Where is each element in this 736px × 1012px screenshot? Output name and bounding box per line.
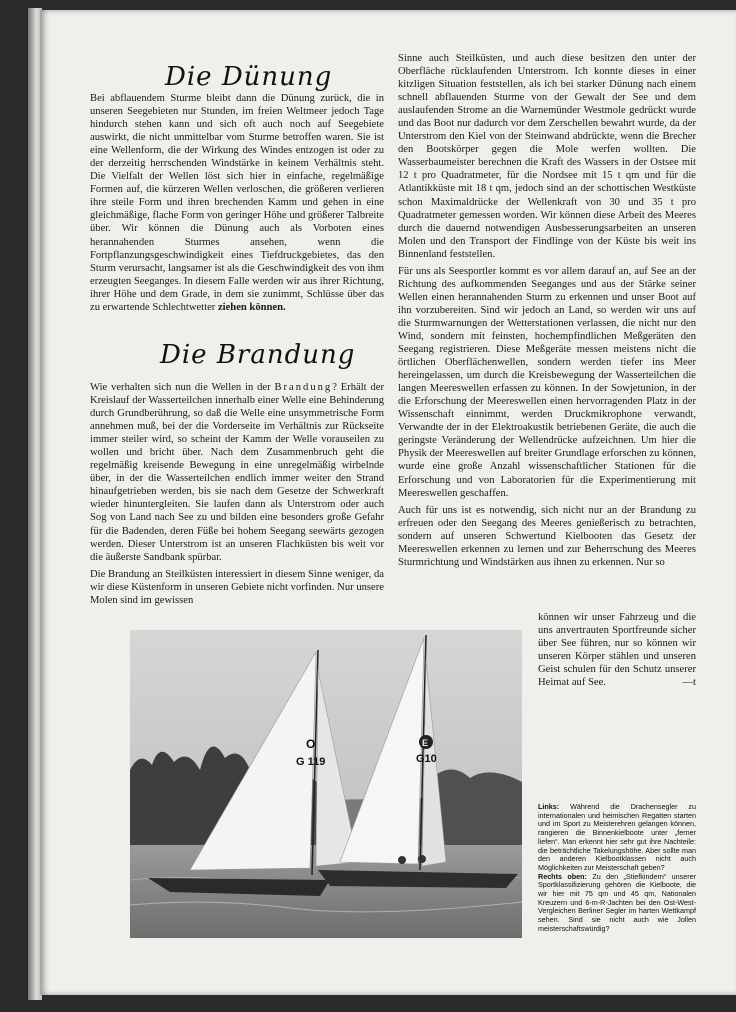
heading-duenung: Die Dünung	[165, 62, 333, 92]
paragraph: Sinne auch Steilküsten, und auch diese besitzen den unter der Oberfläche rücklaufenden Unterstrom. Ich konnte dieses in einer kitzligen Situation feststellen, als ich bei starker Dünung nach einem schnell abflauenden Sturme von der Gewalt der See und dem auslaufenden Strome an die Warnemünder Westmole gedrückt wurde und das Boot nur dadurch vor dem Zerschellen bewahrt wurde, da der Unterstrom den Kiel von der Steinwand abdrückte, wenn die Brecher den Bootskörper gegen die Mole werfen wollten. Die Wasserbaumeister berechnen die Kraft des Wassers in der Ostsee mit 12 t pro Quadratmeter, für die Nordsee mit 15 t qm und für die Atlantikküste mit 18 t qm, jedoch sind an der schottischen Westküste schon Maximaldrücke der Wellenkraft von 30 und 35 t pro Quadratmeter gemessen worden. Wir können diese Arbeit des Meeres durch die dauernd notwendigen Ausbesserungsarbeiten an unseren Molen und den Transport der Findlinge von der Küste bis weit ins Binnenland feststellen.	[398, 53, 696, 260]
author-signature: —t	[682, 677, 696, 689]
sail2-number: G10	[416, 753, 437, 765]
paragraph: Die Brandung an Steilküsten interessiert in diesem Sinne weniger, da wir diese Küstenform in unseren Gebiete nicht vorfinden. Nur unsere Molen sind im gewissen	[90, 568, 384, 606]
sailboat-photo	[130, 630, 522, 938]
sail1-letter: O	[306, 737, 316, 751]
closing-paragraph: können wir unser Fahrzeug und die uns anvertrauten Sportfreunde sicher über See führen, nur so können wir unseren Körper stählen und unseren Geist schulen für den Schutz unserer Heimat auf See. —t	[538, 612, 696, 689]
column-left-lower	[90, 381, 384, 611]
paragraph: Für uns als Seesportler kommt es vor allem darauf an, auf See an der Richtung des aufkommenden Seeganges und aus der Stärke seiner Wellen einen herannahenden Sturm zu erkennen und unser Boot auf ihn vorzubereiten. Sind wir jedoch an Land, so werden wir uns auf die Sturmwarnungen der Wetterstationen verlassen, die nicht nur den Wind, sondern mit feinsten, hochempfindlichen Meßgeräten den Seegang registrieren. Diese Meßgeräte messen meistens nicht die örtlichen Oberflächenwellen, sondern werden tiefer ins Meer hereingelassen, um durch die Kreisbewegung der Wasserteilchen die langen Meereswellen erfassen zu können. In der Sowjetunion, in der die Erforschung der Meereswellen einen hervorragenden Platz in der Wissenschaft einnimmt, werden Druckmikrophone verwandt, Verwandte der in der Elektroakustik betriebenen Geräte, die auch die geringste Veränderung der Wellendrücke aufzeichnen. Um hier die Physik der Meereswellen auf breiter Grundlage erforschen zu können, wurde eine große Anzahl wissenschaftlicher Stationen für die Erforschung und von Laboratorien für die Experimentierung mit Meereswellen geschaffen.	[398, 265, 696, 499]
heading-brandung: Die Brandung	[160, 340, 356, 370]
sailboat-photo-illustration	[130, 630, 522, 938]
column-left	[90, 92, 384, 318]
sail1-number: G 119	[296, 756, 326, 768]
paragraph: Bei abflauendem Sturme bleibt dann die Dünung zurück, die in unseren Seegebieten nur Stunden, im freien Weltmeer jedoch Tage hindurch stehen kann und sich oft auch noch auf Seegebiete auswirkt, die nicht unmittelbar vom Sturme betroffen waren. Sie ist eine Wellenform, die der Wirkung des Windes entzogen ist oder zu der derzeitig herrschenden Windstärke in keinem Verhältnis steht. Die Vielfalt der Wellen löst sich hier in einfache, regelmäßige Formen auf, die kürzeren Wellen verloschen, die größeren verlieren ihre steile Form und ihren brechenden Kamm und gehen in eine gleichmäßige, flache Form von geringer Höhe und größerer Talbreite über. Wir können die Dünung auch als Vorboten eines herannahenden Sturmes ansehen, wenn die Fortpflanzungsgeschwindigkeit eines Tiefdruckgebietes, das den Sturm verursacht, langsamer ist als die Geschwindigkeit des von ihm erzeugten Seeganges. In diesem Falle werden wir aus ihrer Richtung, ihrer Höhe und dem Grade, in dem sie zunimmt, Schlüsse über das zu erwartende Schlechtwetter ziehen können.	[90, 93, 384, 313]
column-right	[398, 52, 696, 573]
paragraph: Wie verhalten sich nun die Wellen in der Brandung? Erhält der Kreislauf der Wasserteilchen innerhalb einer Welle eine Behinderung durch Grundberührung, so daß die Welle eine unsymmetrische Form annehmen muß, bei der die Vorderseite im Verhältnis zur Rückseite immer steiler wird, so scheint der Kamm der Welle vorauseilen zu wollen und bricht über. Nach dem Zusammenbruch geht die regelmäßig kreisende Bewegung in eine unregelmäßig wirbelnde über, in der die Wasserteilchen endlich immer weiter den Strand hinaufgetrieben werden, bis sie nach dem Gesetze der Schwerkraft wieder hinuntergleiten. Sie laufen dann als Unterstrom oder auch Sog von Land nach See zu und bilden eine besonders große Gefahr für die Badenden, deren Füße bei hohem Seegang seewärts gezogen werden. Dieser Unterstrom ist an unseren Flachküsten bis weit vor die äußerste Sandbank spürbar.	[90, 382, 384, 563]
sail2-letter: E	[422, 738, 429, 748]
paragraph: Auch für uns ist es notwendig, sich nicht nur an der Brandung zu erfreuen oder den Seegang des Meeres genießerisch zu betrachten, sondern auf unseren Schwertund Kielbooten das Gesetz der Meereswellen erkennen zu lernen und zur Beherrschung des Meeres Sturmrichtung und Windstärken aus ihnen zu erkennen. Nur so	[398, 504, 696, 568]
photo-caption: Links: Während die Drachensegler zu internationalen und heimischen Regatten starten und im Sport zu Meisterehren gelangen können, rangieren die Binnenkielboote unter „ferner liefen“. Man erkennt hier sehr gut ihre Nachteile: die beträchtliche Takelungshöhe. Aber sollte man den anderen Kielbootklassen nicht auch Möglichkeiten zur Meisterschaft geben? Rechts oben: Zu den „Stiefkindern“ unserer Sportklassifizierung gehören die Kielboote, die wir hier mit 75 qm und 45 qm, Nationalen Kreuzern und 6-m-R-Jachten bei den Ost-West-Vergleichen Berliner Segler im harten Wettkampf sehen. Sind sie nicht auch wie Jollen meisterschaftswürdig?	[538, 802, 697, 933]
